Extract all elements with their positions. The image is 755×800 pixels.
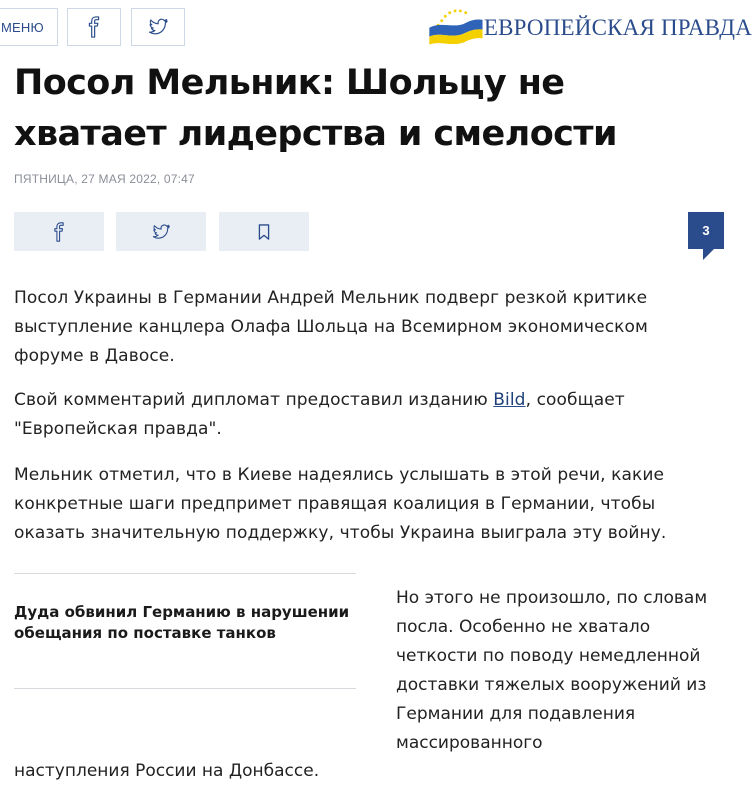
paragraph-2-text-before: Свой комментарий дипломат предоставил изданию bbox=[14, 390, 494, 410]
logo-flag-icon bbox=[424, 4, 488, 48]
header-twitter-button[interactable] bbox=[131, 8, 185, 46]
share-twitter-button[interactable] bbox=[116, 212, 206, 251]
twitter-icon bbox=[151, 222, 171, 242]
title-line-2: хватает лидерства и смелости bbox=[14, 114, 617, 154]
page-title bbox=[14, 58, 734, 160]
comments-count-badge[interactable]: 3 bbox=[688, 212, 724, 249]
bookmark-button[interactable] bbox=[219, 212, 309, 251]
article-paragraph-4-tail: наступления России на Донбассе. bbox=[14, 761, 320, 781]
menu-button[interactable]: МЕНЮ bbox=[0, 8, 58, 46]
related-article-box[interactable] bbox=[14, 573, 356, 689]
twitter-icon bbox=[147, 16, 169, 38]
article-paragraph-3: Мельник отметил, что в Киеве надеялись услышать в этой речи, какие конкретные шаги предпримет правящая коалиция в Германии, чтобы оказать значительную поддержку, чтобы Украина выиграла эту войну. bbox=[14, 465, 667, 543]
share-facebook-button[interactable] bbox=[14, 212, 104, 251]
title-line-1: Посол Мельник: Шольцу не bbox=[14, 63, 565, 103]
facebook-icon bbox=[49, 222, 69, 242]
comments-badge-tail bbox=[703, 249, 714, 260]
article-paragraph-2 bbox=[14, 386, 704, 444]
article-paragraph-1: Посол Украины в Германии Андрей Мельник подверг резкой критике выступление канцлера Олафа Шольца на Всемирном экономическом форуме в Давосе. bbox=[14, 288, 648, 366]
bild-link[interactable]: Bild bbox=[493, 390, 526, 410]
publish-date: ПЯТНИЦА, 27 МАЯ 2022, 07:47 bbox=[14, 172, 195, 186]
paragraph-2-text-after: , сообщает "Европейская правда". bbox=[14, 390, 625, 439]
facebook-icon bbox=[83, 16, 105, 38]
site-header bbox=[0, 0, 755, 52]
logo-text: ЕВРОПЕЙСКАЯ ПРАВДА bbox=[483, 15, 752, 40]
header-facebook-button[interactable] bbox=[67, 8, 121, 46]
site-logo[interactable] bbox=[424, 4, 752, 48]
article-paragraph-4: Но этого не произошло, по словам посла. Особенно не хватало четкости по поводу немедленной доставки тяжелых вооружений из Германии для подавления массированного bbox=[396, 588, 708, 753]
related-article-title[interactable]: Дуда обвинил Германию в нарушении обещания по поставке танков bbox=[14, 603, 350, 642]
bookmark-icon bbox=[254, 222, 274, 242]
